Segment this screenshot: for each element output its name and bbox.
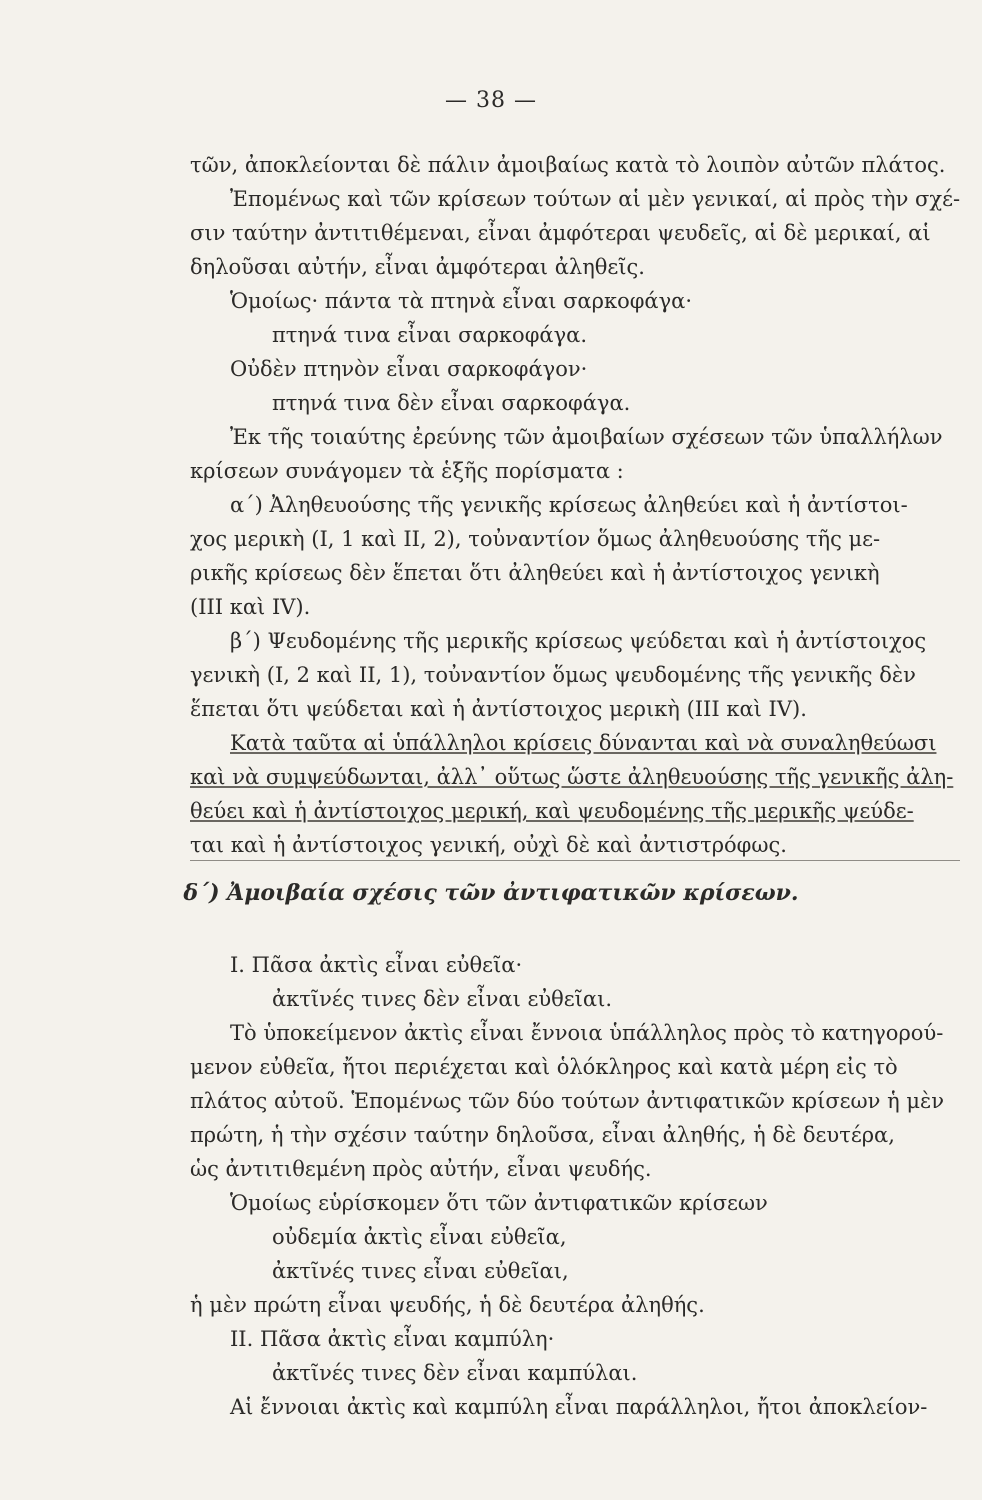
- text-line: Τὸ ὑποκείμενον ἀκτὶς εἶναι ἔννοια ὑπάλληλος πρὸς τὸ κατηγορού-: [230, 1021, 944, 1045]
- page-number: — 38 —: [445, 88, 537, 113]
- text-line: ἀκτῖνές τινες δὲν εἶναι καμπύλαι.: [272, 1361, 638, 1385]
- text-line: Κατὰ ταῦτα αἱ ὑπάλληλοι κρίσεις δύνανται καὶ νὰ συναληθεύωσι: [230, 731, 937, 755]
- text-line: πτηνά τινα εἶναι σαρκοφάγα.: [272, 323, 587, 347]
- text-line: ἕπεται ὅτι ψεύδεται καὶ ἡ ἀντίστοιχος μερικὴ (ΙΙΙ καὶ IV).: [190, 697, 807, 721]
- text-line: ΙΙ. Πᾶσα ἀκτὶς εἶναι καμπύλη·: [230, 1327, 555, 1351]
- text-line: οὐδεμία ἀκτὶς εἶναι εὐθεῖα,: [272, 1225, 567, 1249]
- text-line: ἀκτῖνές τινες δὲν εἶναι εὐθεῖαι.: [272, 987, 612, 1011]
- text-line: ὡς ἀντιτιθεμένη πρὸς αὐτήν, εἶναι ψευδής.: [190, 1157, 652, 1181]
- text-line: ἡ μὲν πρώτη εἶναι ψευδής, ἡ δὲ δευτέρα ἀληθής.: [190, 1293, 705, 1317]
- text-line: ρικῆς κρίσεως δὲν ἕπεται ὅτι ἀληθεύει καὶ ἡ ἀντίστοιχος γενικὴ: [190, 561, 880, 585]
- text-line: πτηνά τινα δὲν εἶναι σαρκοφάγα.: [272, 391, 631, 415]
- text-line: ἀκτῖνές τινες εἶναι εὐθεῖαι,: [272, 1259, 569, 1283]
- text-line: Ἐπομένως καὶ τῶν κρίσεων τούτων αἱ μὲν γενικαί, αἱ πρὸς τὴν σχέ-: [230, 187, 961, 211]
- text-line: πρώτη, ἡ τὴν σχέσιν ταύτην δηλοῦσα, εἶναι ἀληθής, ἡ δὲ δευτέρα,: [190, 1123, 895, 1147]
- text-line: Ι. Πᾶσα ἀκτὶς εἶναι εὐθεῖα·: [230, 953, 523, 977]
- text-line: χος μερικὴ (Ι, 1 καὶ ΙΙ, 2), τοὐναντίον ὅμως ἀληθευούσης τῆς με-: [190, 527, 881, 551]
- text-line: Ἐκ τῆς τοιαύτης ἐρεύνης τῶν ἀμοιβαίων σχέσεων τῶν ὑπαλλήλων: [230, 425, 943, 449]
- text-line: σιν ταύτην ἀντιτιθέμεναι, εἶναι ἀμφότεραι ψευδεῖς, αἱ δὲ μερικαί, αἱ: [190, 221, 931, 245]
- section-heading: δ΄) Ἀμοιβαία σχέσις τῶν ἀντιφατικῶν κρίσεων.: [183, 880, 799, 906]
- text-line: α΄) Ἀληθευούσης τῆς γενικῆς κρίσεως ἀληθεύει καὶ ἡ ἀντίστοι-: [230, 493, 908, 517]
- text-line: (ΙΙΙ καὶ IV).: [190, 595, 311, 619]
- text-line: τῶν, ἀποκλείονται δὲ πάλιν ἀμοιβαίως κατὰ τὸ λοιπὸν αὐτῶν πλάτος.: [190, 153, 946, 177]
- text-line: Οὐδὲν πτηνὸν εἶναι σαρκοφάγον·: [230, 357, 588, 381]
- text-line: κρίσεων συνάγομεν τὰ ἑξῆς πορίσματα :: [190, 459, 624, 483]
- text-line: Αἱ ἔννοιαι ἀκτὶς καὶ καμπύλη εἶναι παράλληλοι, ἤτοι ἀποκλείον-: [230, 1395, 928, 1419]
- text-line: θεύει καὶ ἡ ἀντίστοιχος μερική, καὶ ψευδομένης τῆς μερικῆς ψεύδε-: [190, 799, 914, 823]
- text-line: πλάτος αὐτοῦ. Ἑπομένως τῶν δύο τούτων ἀντιφατικῶν κρίσεων ἡ μὲν: [190, 1089, 945, 1113]
- text-line: β΄) Ψευδομένης τῆς μερικῆς κρίσεως ψεύδεται καὶ ἡ ἀντίστοιχος: [230, 629, 927, 653]
- text-line: Ὁμοίως· πάντα τὰ πτηνὰ εἶναι σαρκοφάγα·: [230, 289, 693, 313]
- text-line: Ὁμοίως εὑρίσκομεν ὅτι τῶν ἀντιφατικῶν κρίσεων: [230, 1191, 768, 1215]
- text-line: καὶ νὰ συμψεύδωνται, ἀλλ᾽ οὕτως ὥστε ἀληθευούσης τῆς γενικῆς ἀλη-: [190, 765, 954, 789]
- text-line: μενον εὐθεῖα, ἤτοι περιέχεται καὶ ὁλόκληρος καὶ κατὰ μέρη εἰς τὸ: [190, 1055, 898, 1079]
- divider: [190, 860, 960, 861]
- text-line: δηλοῦσαι αὐτήν, εἶναι ἀμφότεραι ἀληθεῖς.: [190, 255, 645, 279]
- text-line: ται καὶ ἡ ἀντίστοιχος γενική, οὐχὶ δὲ καὶ ἀντιστρόφως.: [190, 833, 787, 857]
- text-line: γενικὴ (Ι, 2 καὶ ΙΙ, 1), τοὐναντίον ὅμως ψευδομένης τῆς γενικῆς δὲν: [190, 663, 916, 687]
